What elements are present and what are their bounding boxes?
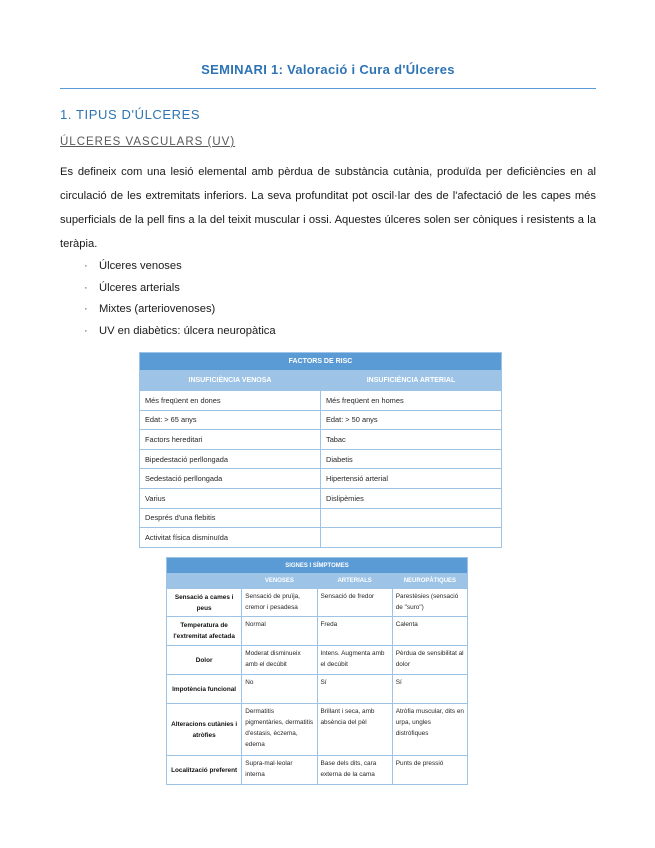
list-item-text: Úlceres venoses (99, 260, 182, 272)
column-header-venoses: VENOSES (242, 574, 317, 589)
list-item-text: Úlceres arterials (99, 281, 180, 294)
table-cell: Edat: > 50 anys (321, 410, 502, 430)
table-cell: Atròfia muscular, dits en urpa, ungles distròfiques (392, 704, 467, 756)
subsection-heading: ÚLCERES VASCULARS (UV) (60, 136, 236, 148)
table-row (140, 391, 502, 411)
list-item-text: Mixtes (arteriovenoses) (99, 303, 216, 315)
row-header: Dolor (167, 646, 242, 675)
list-item (84, 278, 276, 300)
table-cell: Punts de pressió (392, 756, 467, 785)
column-header-venous: INSUFICIÈNCIA VENOSA (140, 371, 321, 391)
table-cell: Dislipèmies (321, 488, 502, 508)
table-cell: Moderat disminueix amb el decúbit (242, 646, 317, 675)
table-cell: Més freqüent en homes (321, 391, 502, 411)
table-cell: No (242, 675, 317, 704)
bullet-icon: · (84, 281, 88, 294)
list-item (84, 321, 276, 343)
table-row (167, 617, 468, 646)
list-item (84, 256, 276, 278)
table-cell: Dermatitis pigmentàries, dermatitis d'estasis, èczema, edema (242, 704, 317, 756)
risk-table-caption: FACTORS DE RISC (140, 353, 502, 371)
table-row (140, 528, 502, 548)
table-cell: Sensació de fredor (317, 589, 392, 617)
document-title: SEMINARI 1: Valoració i Cura d'Úlceres (201, 62, 455, 77)
column-header-neuropatiques: NEUROPÀTIQUES (392, 574, 467, 589)
list-item-text: UV en diabètics: úlcera neuropàtica (99, 324, 276, 337)
table-cell: Parestèsies (sensació de "suro") (392, 589, 467, 617)
bullet-icon: · (84, 260, 88, 272)
table-cell: Diabetis (321, 449, 502, 469)
table-cell: Brillant i seca, amb absència del pèl (317, 704, 392, 756)
table-cell: Edat: > 65 anys (140, 410, 321, 430)
table-cell: Base dels dits, cara externa de la cama (317, 756, 392, 785)
title-divider (60, 88, 596, 89)
bullet-icon: · (84, 303, 88, 315)
ulcer-types-list (84, 256, 276, 342)
table-row (167, 646, 468, 675)
row-header: Sensació a cames i peus (167, 589, 242, 617)
table-cell: Més freqüent en dones (140, 391, 321, 411)
row-header: Alteracions cutànies i atròfies (167, 704, 242, 756)
column-header-empty (167, 574, 242, 589)
table-cell (321, 528, 502, 548)
table-cell: Després d'una flebitis (140, 508, 321, 528)
table-cell: Bipedestació perllongada (140, 449, 321, 469)
bullet-icon: · (84, 324, 88, 337)
list-item (84, 299, 276, 321)
table-cell: Calenta (392, 617, 467, 646)
table-cell: Freda (317, 617, 392, 646)
table-cell: Sensació de pruïja, cremor i pesadesa (242, 589, 317, 617)
table-row (140, 488, 502, 508)
table-cell: Factors hereditari (140, 430, 321, 450)
table-row (140, 469, 502, 489)
table-row (167, 675, 468, 704)
table-row (140, 430, 502, 450)
table-cell: Activitat física disminuïda (140, 528, 321, 548)
section-heading: 1. TIPUS D'ÚLCERES (60, 107, 201, 122)
table-cell: Pèrdua de sensibilitat al dolor (392, 646, 467, 675)
table-cell: Sí (317, 675, 392, 704)
column-header-arterials: ARTERIALS (317, 574, 392, 589)
table-cell: Hipertensió arterial (321, 469, 502, 489)
table-cell: Intens. Augmenta amb el decúbit (317, 646, 392, 675)
table-cell (321, 508, 502, 528)
column-header-arterial: INSUFICIÈNCIA ARTERIAL (321, 371, 502, 391)
table-row (167, 756, 468, 785)
signs-symptoms-table (166, 557, 468, 785)
table-cell: Sedestació perllongada (140, 469, 321, 489)
table-row (140, 410, 502, 430)
table-cell: Sí (392, 675, 467, 704)
table-row (167, 704, 468, 756)
row-header: Impotència funcional (167, 675, 242, 704)
row-header: Temperatura de l'extremitat afectada (167, 617, 242, 646)
definition-paragraph: Es defineix com una lesió elemental amb pèrdua de substància cutània, produïda per deficiències en al circulació de les extremitats inferiors. La seva profunditat pot oscil·lar des de l'afectació de les capes més superficials de la pell fins a la del teixit muscular i ossi. Aquestes úlceres solen ser còniques i resistents a la teràpia. (60, 166, 596, 250)
signs-table-caption: SIGNES I SÍMPTOMES (167, 558, 468, 574)
row-header: Localització preferent (167, 756, 242, 785)
table-cell: Normal (242, 617, 317, 646)
table-cell: Tabac (321, 430, 502, 450)
table-row (140, 508, 502, 528)
table-cell: Varius (140, 488, 321, 508)
risk-factors-table (139, 352, 502, 548)
table-row (140, 449, 502, 469)
table-row (167, 589, 468, 617)
table-cell: Supra-mal·leolar interna (242, 756, 317, 785)
